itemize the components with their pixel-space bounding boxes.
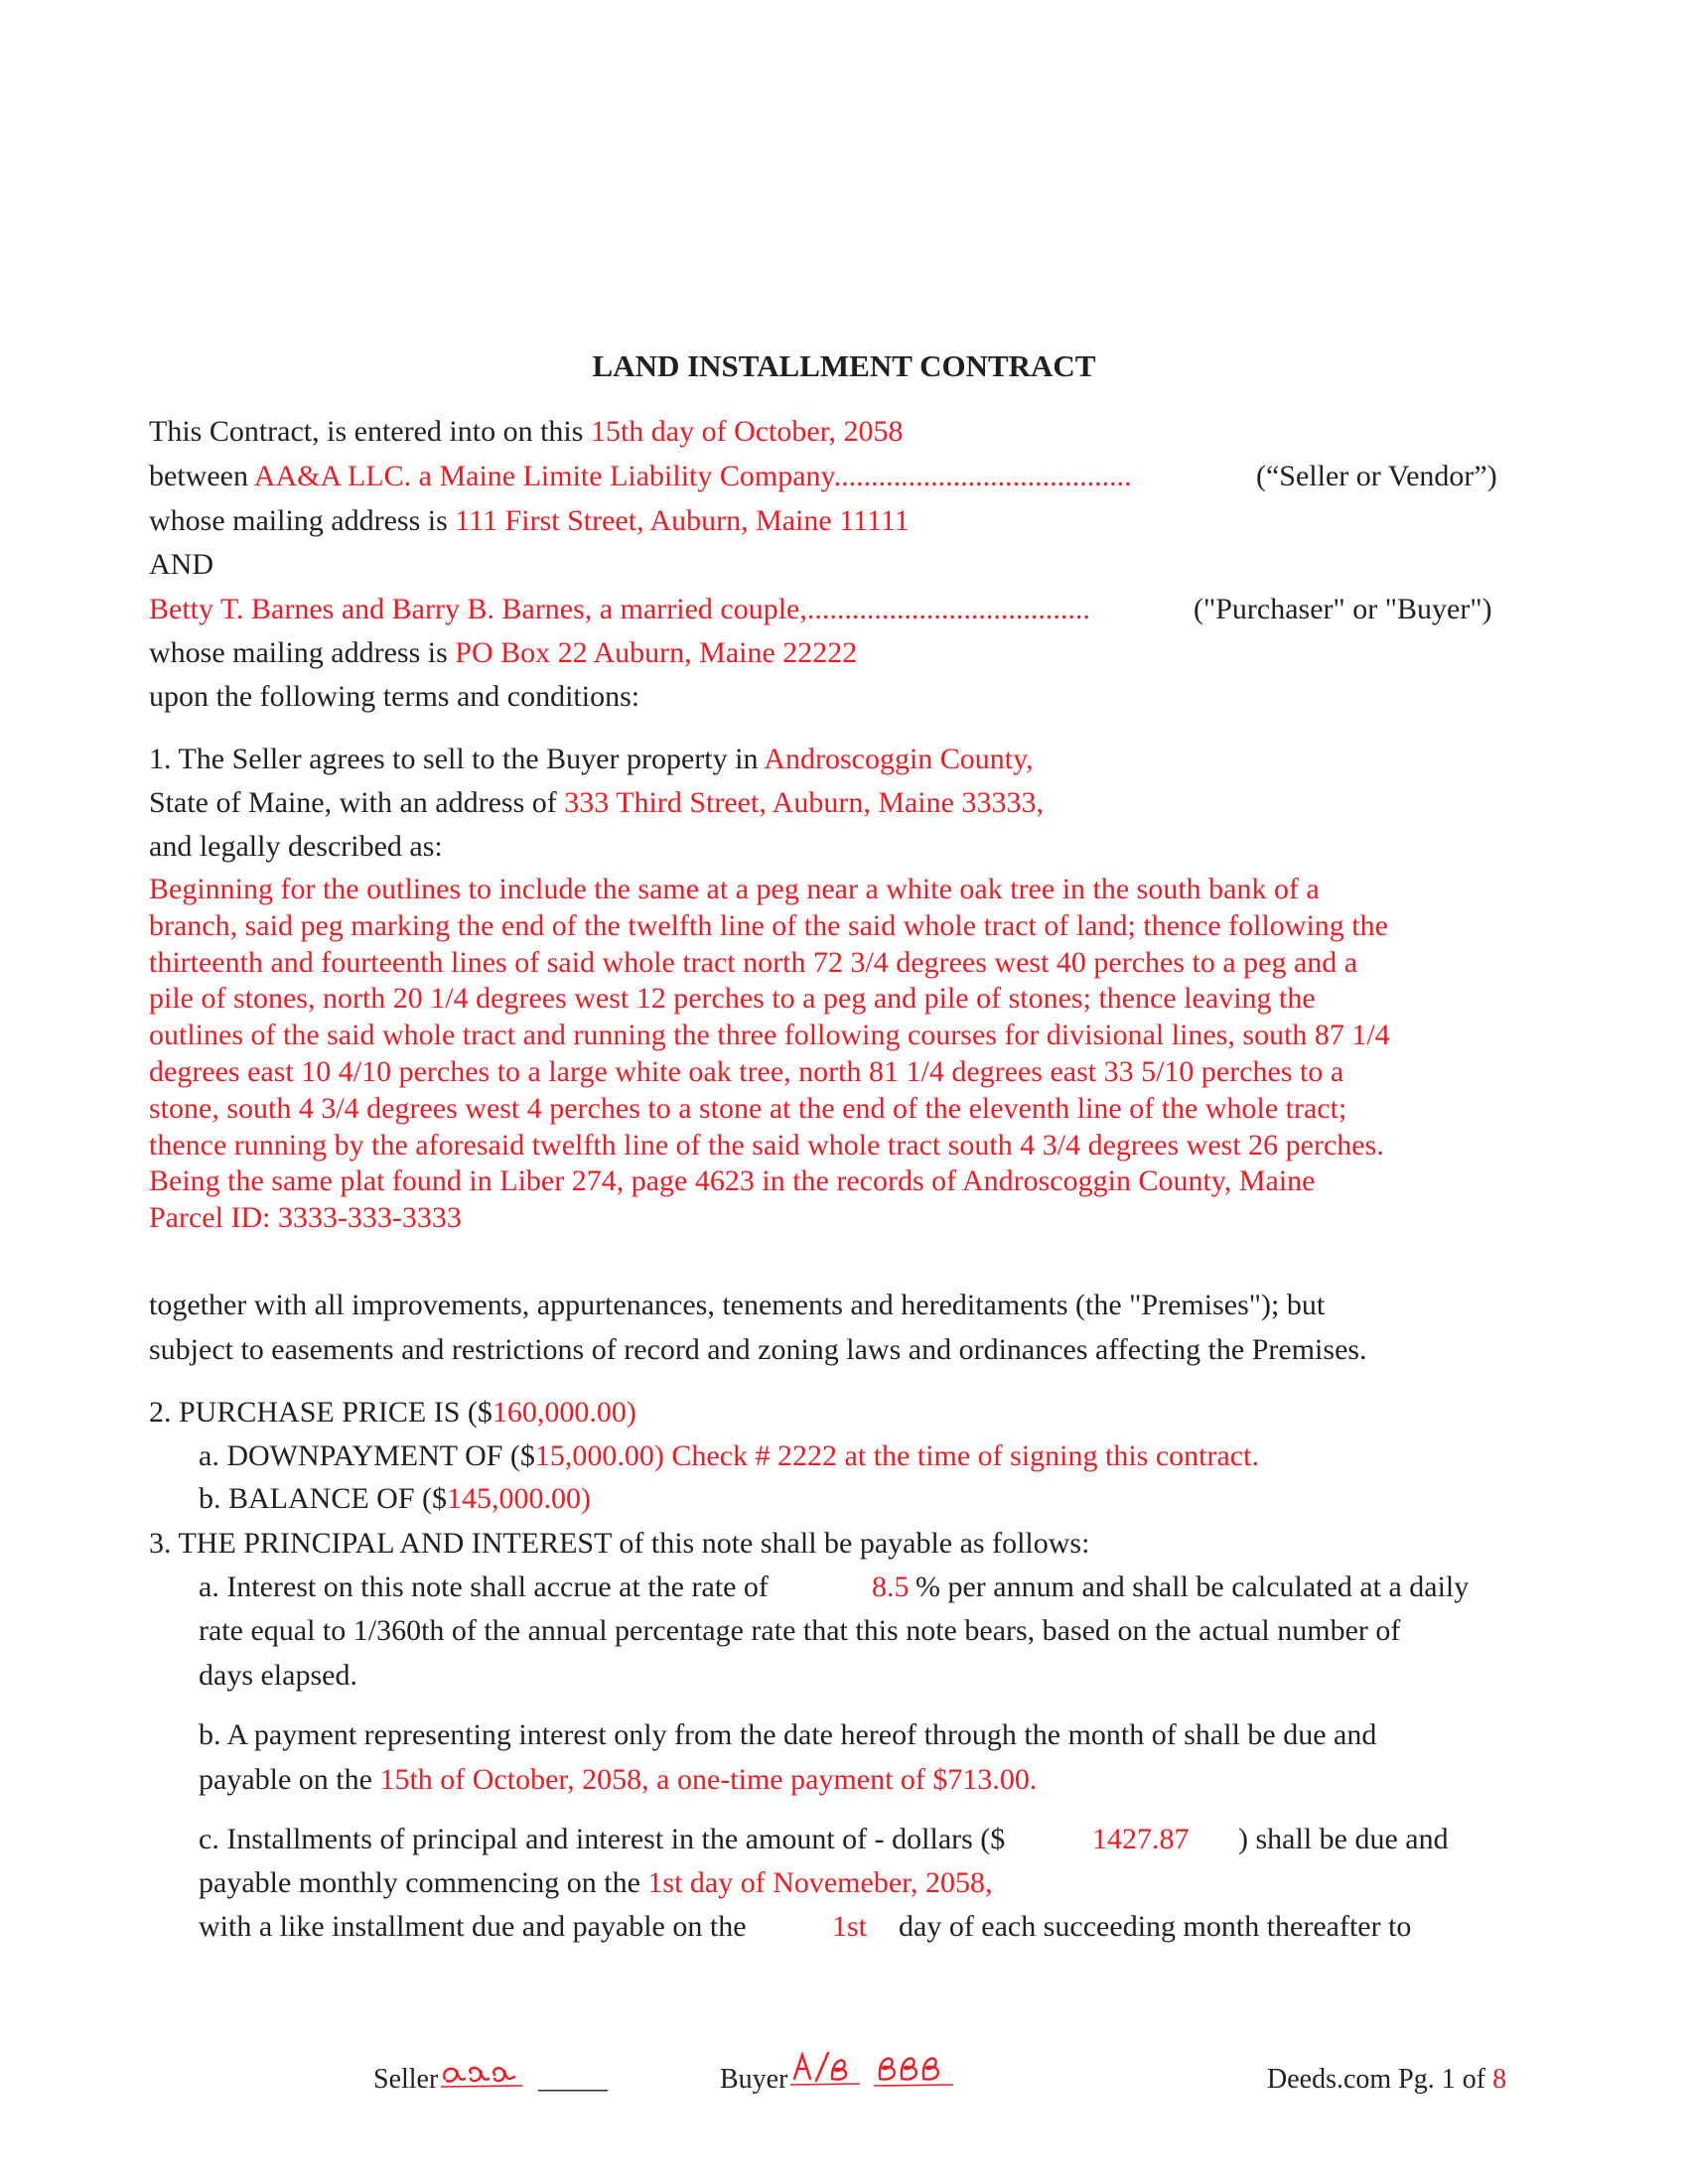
buyer-role: ("Purchaser" or "Buyer") xyxy=(1194,593,1492,625)
together-line: subject to easements and restrictions of record and zoning laws and ordinances affecting the Premises. xyxy=(149,1332,1367,1366)
section3b-prefix: payable on the xyxy=(199,1763,380,1796)
seller-initials-signature xyxy=(437,2053,531,2093)
footer-seller-blank: _____ xyxy=(538,2064,608,2095)
section1-prefix: 1. The Seller agrees to sell to the Buyer property in xyxy=(149,743,765,775)
intro-line-seller-address xyxy=(149,506,910,536)
seller-dots: ........................................ xyxy=(833,460,1132,492)
footer-page-info xyxy=(1267,2066,1506,2094)
legal-line: branch, said peg marking the end of the twelfth line of the said whole tract of land; thence following the xyxy=(149,908,1388,942)
purchase-price-line xyxy=(149,1398,636,1428)
seller-address: 111 First Street, Auburn, Maine 11111 xyxy=(455,504,910,537)
balance-prefix: b. BALANCE OF ($ xyxy=(199,1482,448,1515)
section3-heading: 3. THE PRINCIPAL AND INTEREST of this note shall be payable as follows: xyxy=(149,1527,1090,1560)
legal-intro: and legally described as: xyxy=(149,830,443,863)
legal-line: Parcel ID: 3333-333-3333 xyxy=(149,1201,462,1235)
price-prefix: 2. PURCHASE PRICE IS ($ xyxy=(149,1396,492,1429)
section3c-prefix: c. Installments of principal and interest in the amount of - dollars ($ xyxy=(199,1823,1006,1855)
price-value: 160,000.00) xyxy=(492,1396,636,1429)
legal-line: thence running by the aforesaid twelfth line of the said whole tract south 4 3/4 degrees west 26 perches. xyxy=(149,1128,1384,1161)
section3a-line3: days elapsed. xyxy=(199,1659,357,1692)
section3a-line2: rate equal to 1/360th of the annual percentage rate that this note bears, based on the actual number of xyxy=(199,1614,1401,1647)
document-title: LAND INSTALLMENT CONTRACT xyxy=(592,348,1096,383)
buyer-name: Betty T. Barnes and Barry B. Barnes, a married couple, xyxy=(149,593,807,625)
and-word: AND xyxy=(149,548,213,581)
balance-line xyxy=(199,1484,591,1514)
legal-line: thirteenth and fourteenth lines of said whole tract north 72 3/4 degrees west 40 perches to a peg and a xyxy=(149,945,1358,979)
buyer-mailing-prefix: whose mailing address is xyxy=(149,636,456,669)
footer-total-pages: 8 xyxy=(1492,2064,1507,2095)
mailing-prefix: whose mailing address is xyxy=(149,504,456,537)
commencement-date: 1st day of Novemeber, 2058, xyxy=(647,1866,993,1899)
installment-day: 1st xyxy=(832,1910,868,1943)
intro-line-seller xyxy=(149,462,1132,491)
legal-description xyxy=(149,872,1539,1237)
interest-rate: 8.5 xyxy=(872,1570,910,1603)
section3b-line1: b. A payment representing interest only from the date hereof through the month of shall be due and xyxy=(199,1718,1377,1751)
between-prefix: between xyxy=(149,460,254,492)
intro-line-buyer xyxy=(149,595,1090,624)
buyer-address: PO Box 22 Auburn, Maine 22222 xyxy=(455,636,858,669)
section3c-line3-suffix: day of each succeeding month thereafter to xyxy=(899,1910,1412,1943)
section1-line1 xyxy=(149,745,1034,774)
intro-line-buyer-address xyxy=(149,638,857,668)
state-prefix: State of Maine, with an address of xyxy=(149,786,565,819)
legal-line: stone, south 4 3/4 degrees west 4 perches to a stone at the end of the eleventh line of the whole tract; xyxy=(149,1091,1347,1125)
seller-name: AA&A LLC. a Maine Limite Liability Company xyxy=(253,460,834,492)
section3b-value: 15th of October, 2058, a one-time payment of $713.00. xyxy=(379,1763,1038,1796)
down-prefix: a. DOWNPAYMENT OF ($ xyxy=(199,1439,535,1472)
section3a-prefix: a. Interest on this note shall accrue at the rate of xyxy=(199,1570,769,1603)
footer-buyer-label: Buyer xyxy=(720,2064,788,2095)
downpayment-line xyxy=(199,1441,1259,1471)
balance-value: 145,000.00) xyxy=(447,1482,592,1515)
together-line: together with all improvements, appurtenances, tenements and hereditaments (the "Premises"); but xyxy=(149,1289,1326,1321)
footer-brand: Deeds.com Pg. 1 of xyxy=(1267,2064,1493,2095)
legal-line: Being the same plat found in Liber 274, page 4623 in the records of Androscoggin County, Maine xyxy=(149,1164,1316,1198)
installment-amount: 1427.87 xyxy=(1092,1823,1190,1855)
buyer-initials-signature xyxy=(788,2047,967,2093)
intro-line-date xyxy=(149,417,904,447)
buyer-dots: ...................................... xyxy=(806,593,1090,625)
section3c-suffix: ) shall be due and xyxy=(1238,1823,1449,1855)
section3c-line2-prefix: payable monthly commencing on the xyxy=(199,1866,648,1899)
section3c-line3-prefix: with a like installment due and payable on the xyxy=(199,1910,747,1943)
footer-seller-label: Seller xyxy=(373,2064,439,2095)
legal-line: degrees east 10 4/10 perches to a large white oak tree, north 81 1/4 degrees east 33 5/10 perches to a xyxy=(149,1054,1344,1088)
terms-line: upon the following terms and conditions: xyxy=(149,680,640,713)
down-value: 15,000.00) Check # 2222 at the time of signing this contract. xyxy=(534,1439,1259,1472)
contract-date: 15th day of October, 2058 xyxy=(590,415,904,448)
seller-role: (“Seller or Vendor”) xyxy=(1256,460,1497,492)
county: Androscoggin County, xyxy=(764,743,1034,775)
intro-prefix: This Contract, is entered into on this xyxy=(149,415,591,448)
property-address: 333 Third Street, Auburn, Maine 33333, xyxy=(564,786,1044,819)
section3c-line2 xyxy=(199,1868,992,1898)
section1-line2 xyxy=(149,788,1044,818)
legal-line: pile of stones, north 20 1/4 degrees west 12 perches to a peg and pile of stones; thence leaving the xyxy=(149,982,1316,1016)
legal-line: Beginning for the outlines to include the same at a peg near a white oak tree in the south bank of a xyxy=(149,873,1320,905)
legal-line: outlines of the said whole tract and running the three following courses for divisional lines, south 87 1/4 xyxy=(149,1019,1390,1052)
section3a-suffix: % per annum and shall be calculated at a daily xyxy=(915,1570,1470,1603)
section3b-line2 xyxy=(199,1765,1037,1795)
together-paragraph xyxy=(149,1284,1539,1372)
